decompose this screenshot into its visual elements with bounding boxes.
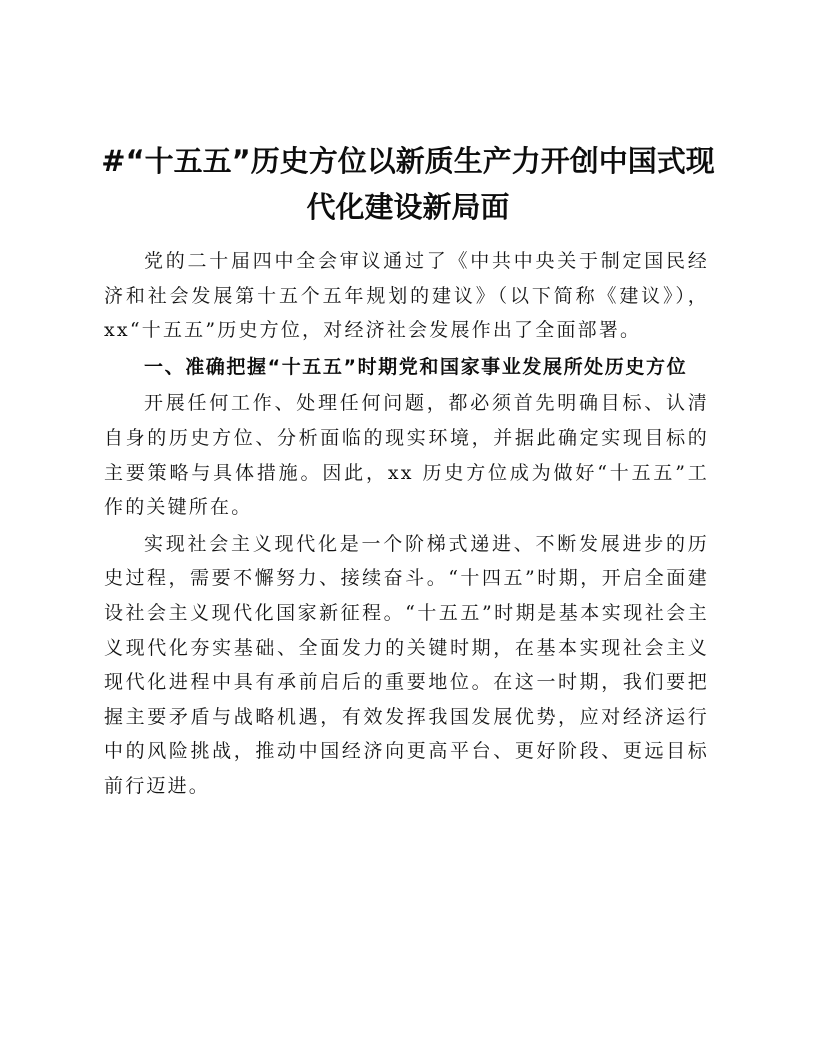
body-paragraph-2: 实现社会主义现代化是一个阶梯式递进、不断发展进步的历史过程，需要不懈努力、接续奋斗。“十四五”时期，开启全面建设社会主义现代化国家新征程。“十五五”时期是基本实现社会主义现代化夯实基础、全面发力的关键时期，在基本实现社会主义现代化进程中具有承前启后的重要地位。在这一时期，我们要把握主要矛盾与战略机遇，有效发挥我国发展优势，应对经济运行中的风险挑战，推动中国经济向更高平台、更好阶段、更远目标前行迈进。 xyxy=(104,532,709,797)
document-body xyxy=(104,244,709,804)
section-heading-1: 一、准确把握“十五五”时期党和国家事业发展所处历史方位 xyxy=(144,355,688,378)
intro-paragraph: 党的二十届四中全会审议通过了《中共中央关于制定国民经济和社会发展第十五个五年规划的建议》（以下简称《建议》），xx“十五五”历史方位，对经济社会发展作出了全面部署。 xyxy=(104,250,709,342)
body-paragraph-1: 开展任何工作、处理任何问题，都必须首先明确目标、认清自身的历史方位、分析面临的现实环境，并据此确定实现目标的主要策略与具体措施。因此，xx 历史方位成为做好“十五五”工作的关键所在。 xyxy=(104,392,709,519)
document-title: #“十五五”历史方位以新质生产力开创中国式现代化建设新局面 xyxy=(101,144,715,224)
